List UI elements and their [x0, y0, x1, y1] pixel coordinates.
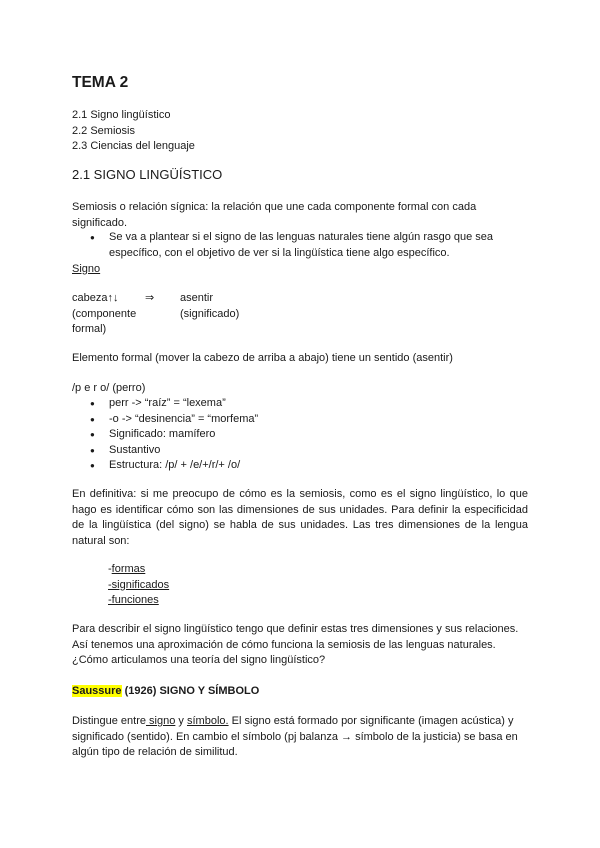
signo-label: Signo — [72, 263, 101, 275]
saussure-heading-rest: (1926) SIGNO Y SÍMBOLO — [121, 685, 260, 697]
paragraph-describir: Para describir el signo lingüístico tengo que definir estas tres dimensiones y sus relaciones. Así tenemos una aproximación de cómo funciona la semiosis de las lenguas naturales. ¿Cómo articulamos una teoría del signo lingüístico? — [72, 623, 519, 666]
page-title: TEMA 2 — [72, 74, 129, 91]
bullet-list-1 — [90, 230, 510, 261]
list-item: ● Significado: mamífero — [90, 427, 258, 443]
form-cell: cabeza↑↓ — [72, 292, 119, 304]
toc-item: 2.2 Semiosis — [72, 124, 135, 137]
simbolo-term: símbolo. — [186, 715, 229, 727]
form-cell: (componente — [72, 307, 137, 320]
signo-term: signo — [146, 715, 176, 727]
list-item: ● -o -> “desinencia” = “morfema” — [90, 412, 258, 428]
dimension-item: -formas — [108, 563, 146, 575]
paragraph-semiosis: Semiosis o relación sígnica: la relación que une cada componente formal con cada significado. — [72, 201, 477, 229]
dimensions-list — [108, 562, 169, 609]
toc-item: 2.3 Ciencias del lenguaje — [72, 140, 195, 152]
form-cell: formal) — [72, 323, 107, 335]
saussure-name-highlight: Saussure — [72, 685, 122, 697]
list-item: ● Sustantivo — [90, 443, 258, 459]
bullet-list-2 — [90, 396, 258, 474]
list-item: ● Se va a plantear si el signo de las lenguas naturales tiene algún rasgo que sea específico, con el objetivo de ver si la lingüística tiene algo específico. — [90, 230, 510, 261]
list-item: ● Estructura: /p/ + /e/+/r/+ /o/ — [90, 458, 258, 474]
arrow-icon: ⇒ — [145, 292, 155, 304]
list-item: ● perr -> “raíz” = “lexema” — [90, 396, 258, 412]
paragraph-en-definitiva: En definitiva: si me preocupo de cómo es la semiosis, como es el signo lingüístico, lo que hago es identificar cómo son las dimensiones de sus unidades. Para definir la especificidad de la lingüística (del signo) se habla de sus unidades. Las tres dimensiones de la lengua natural son: — [72, 488, 528, 547]
paragraph-distingue: Distingue entre signo y símbolo. El signo está formado por significante (imagen acústica) y significado (sentido). En cambio el símbolo (pj balanza → símbolo de la justicia) se basa en algún tipo de relación de similitud. — [72, 715, 518, 758]
table-of-contents — [72, 108, 195, 155]
toc-item: 2.1 Signo lingüístico — [72, 109, 171, 121]
dimension-item: -funciones — [108, 594, 159, 606]
meaning-cell: asentir — [180, 292, 214, 304]
paragraph-elemento-formal: Elemento formal (mover la cabezo de arriba a abajo) tiene un sentido (asentir) — [72, 352, 453, 364]
section-heading: 2.1 SIGNO LINGÜÍSTICO — [72, 167, 223, 182]
form-column — [72, 291, 144, 338]
meaning-column — [180, 291, 270, 322]
saussure-heading — [72, 684, 259, 700]
dimension-item: -significados — [108, 578, 170, 591]
paragraph-perro: /p e r o/ (perro) — [72, 382, 146, 394]
meaning-cell: (significado) — [180, 307, 240, 320]
